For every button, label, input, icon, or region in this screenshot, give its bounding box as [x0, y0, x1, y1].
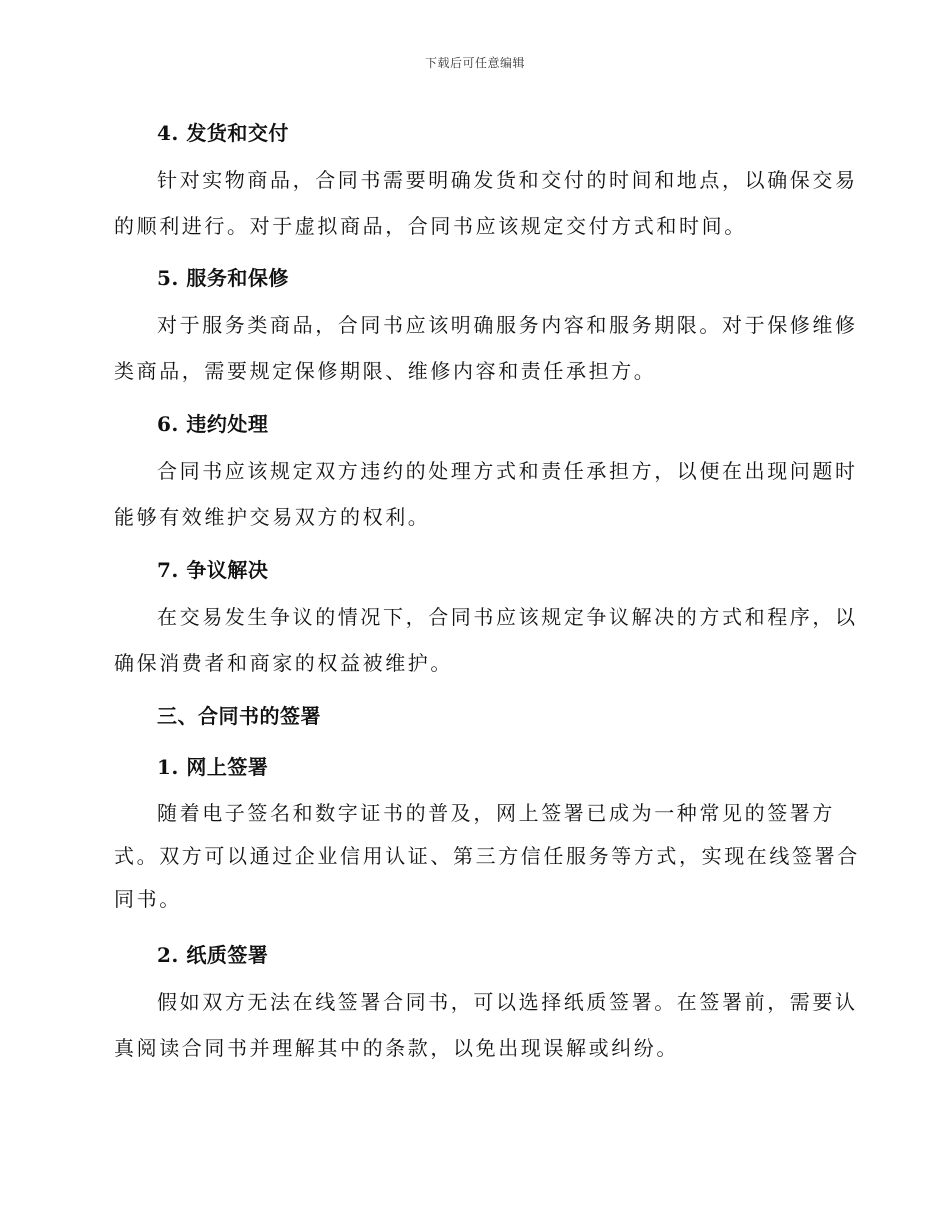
paragraph-paper-signing: [114, 990, 858, 1084]
paragraph-line: 确保消费者和商家的权益被维护。: [114, 651, 453, 675]
paragraph-line: 对于服务类商品，合同书应该明确服务内容和服务期限。对于保修维修: [157, 313, 858, 337]
paragraph-delivery: [114, 168, 858, 262]
paragraph-line: 随着电子签名和数字证书的普及，网上签署已成为一种常见的签署方: [157, 801, 835, 825]
section-heading-online-signing: 1. 网上签署: [157, 755, 269, 779]
paragraph-line: 式。双方可以通过企业信用认证、第三方信任服务等方式，实现在线签署合: [114, 844, 860, 868]
paragraph-online-signing: [114, 801, 860, 932]
paragraph-service: [114, 313, 858, 407]
paragraph-line: 同书。: [114, 887, 182, 911]
paragraph-breach: [114, 459, 858, 553]
section-heading-paper-signing: 2. 纸质签署: [157, 943, 269, 967]
paragraph-line: 的顺利进行。对于虚拟商品，合同书应该规定交付方式和时间。: [114, 214, 747, 238]
chapter-heading-signing: 三、合同书的签署: [157, 704, 321, 728]
paragraph-line: 合同书应该规定双方违约的处理方式和责任承担方，以便在出现问题时: [157, 459, 858, 483]
paragraph-line: 假如双方无法在线签署合同书，可以选择纸质签署。在签署前，需要认: [157, 990, 858, 1014]
section-heading-service: 5. 服务和保修: [157, 266, 289, 290]
paragraph-line: 能够有效维护交易双方的权利。: [114, 505, 431, 529]
paragraph-line: 针对实物商品，合同书需要明确发货和交付的时间和地点，以确保交易: [157, 168, 858, 192]
paragraph-line: 在交易发生争议的情况下，合同书应该规定争议解决的方式和程序，以: [157, 605, 858, 629]
section-heading-dispute: 7. 争议解决: [157, 558, 269, 582]
paragraph-line: 类商品，需要规定保修期限、维修内容和责任承担方。: [114, 359, 657, 383]
paragraph-dispute: [114, 605, 858, 699]
paragraph-line: 真阅读合同书并理解其中的条款，以免出现误解或纠纷。: [114, 1036, 679, 1060]
page-header: 下载后可任意编辑: [424, 56, 525, 70]
section-heading-delivery: 4. 发货和交付: [157, 121, 289, 145]
section-heading-breach: 6. 违约处理: [157, 412, 269, 436]
